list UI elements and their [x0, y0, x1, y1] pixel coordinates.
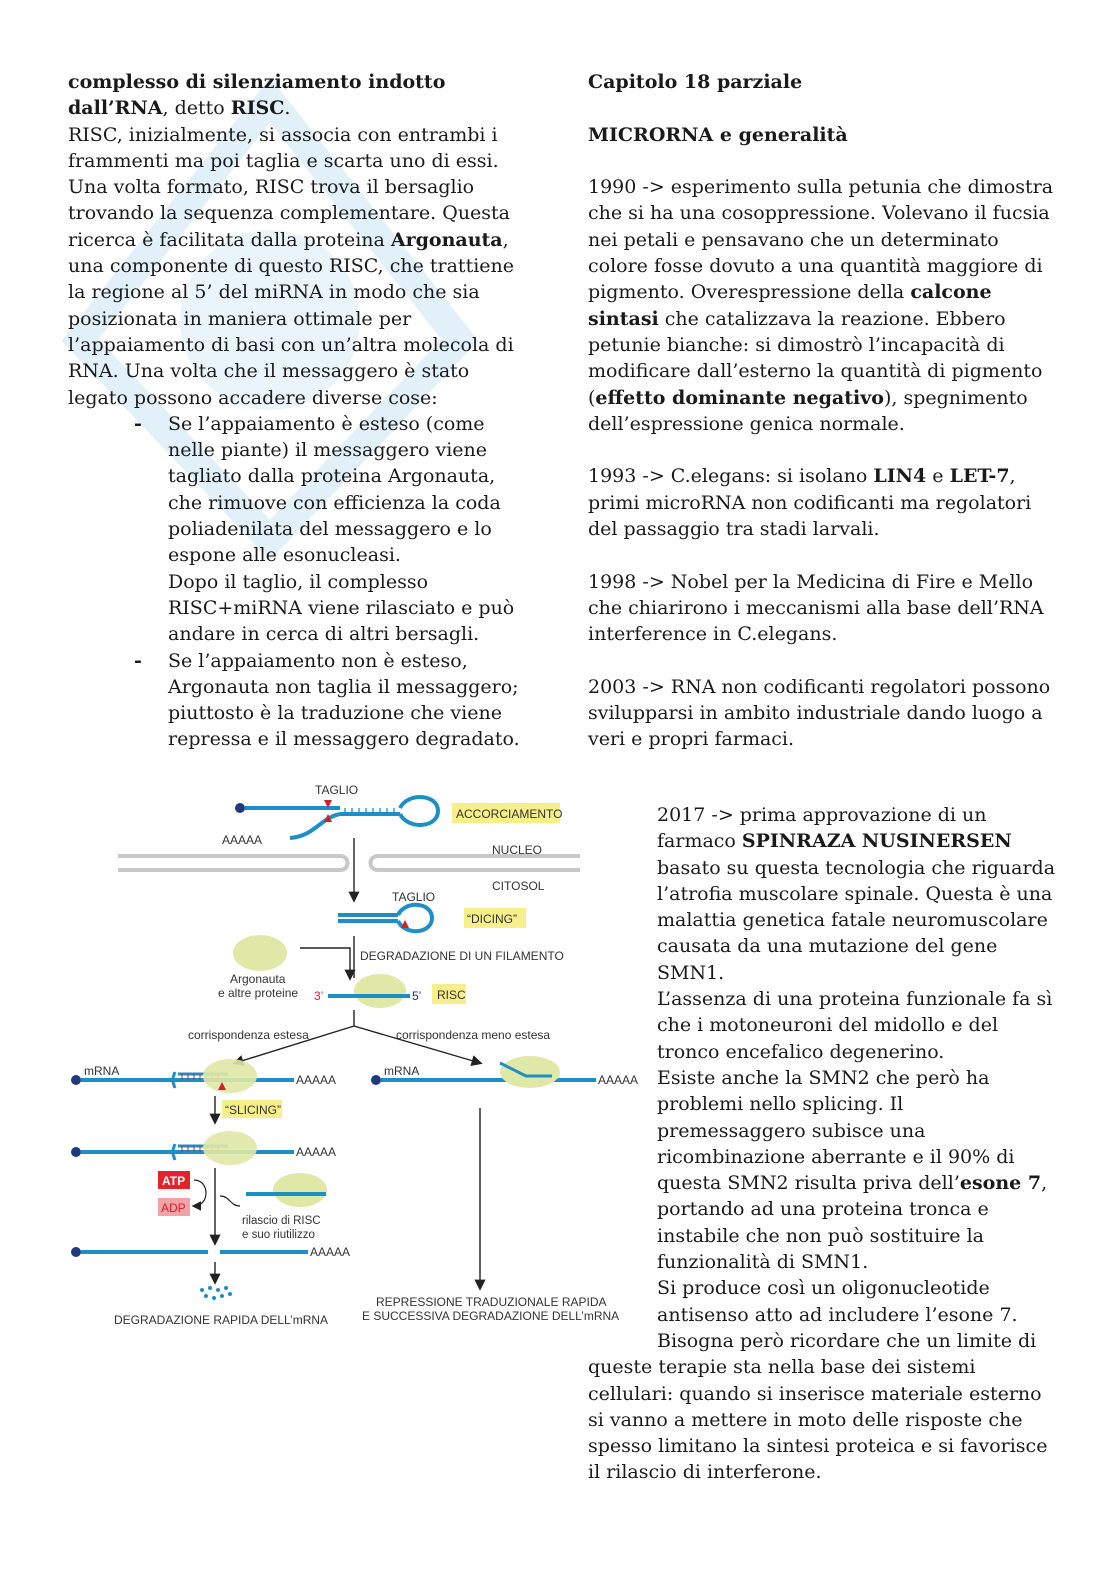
paragraph-1990: 1990 -> esperimento sulla petunia che dimostra che si ha una cosoppressione. Volevano il fucsia nei petali e pensavano che un determinato colore fosse dovuto a una quantità maggiore di pigmento. Overespressione della calcone sintasi che catalizzava la reazione. Ebbero petunie bianche: si dimostrò l’incapacità di modificare dall’esterno la quantità di pigmento (effetto dominante negativo), spegnimento dell’espressione genica normale.	[588, 176, 1054, 435]
label-nucleo: NUCLEO	[492, 843, 543, 857]
label-repressione-2: E SUCCESSIVA DEGRADAZIONE DELL’mRNA	[362, 1309, 620, 1323]
pre-mirna-hairpin	[338, 905, 432, 931]
pri-mirna-hairpin	[235, 797, 438, 838]
arrow-merge	[300, 948, 350, 978]
nuclear-membrane	[118, 856, 580, 870]
label-rilascio-2: e suo riutilizzo	[242, 1229, 315, 1241]
label-atp: ATP	[162, 1174, 186, 1188]
risc-complex	[203, 1131, 257, 1165]
label-corr-estesa: corrispondenza estesa	[188, 1028, 309, 1042]
label-citosol: CITOSOL	[492, 879, 545, 893]
label-taglio-1: TAGLIO	[315, 783, 359, 797]
label-aaaaa-top: AAAAA	[222, 833, 263, 847]
dash-marker: -	[134, 412, 142, 435]
label-dicing: “DICING”	[467, 912, 517, 926]
label-slicing: “SLICING”	[225, 1103, 282, 1117]
label-mrna-right: mRNA	[384, 1064, 420, 1078]
released-risc	[273, 1173, 327, 1207]
right-indented-block	[657, 802, 1057, 1328]
argonauta-protein	[233, 935, 287, 971]
chapter-title: Capitolo 18 parziale	[588, 71, 803, 93]
arrow-release	[220, 1196, 240, 1206]
label-altre-proteine: e altre proteine	[218, 986, 299, 1000]
label-risc: RISC	[437, 988, 466, 1002]
right-bottom-block	[588, 1328, 1058, 1486]
left-intro: complesso di silenziamento indotto dall’RNA, detto RISC.	[68, 71, 446, 120]
left-risc-paragraph: RISC, inizialmente, si associa con entrambi i frammenti ma poi taglia e scarta uno di essi. Una volta formato, RISC trova il bersaglio trovando la sequenza complementare. Questa ricerca è facilitata dalla proteina Argonauta, una componente di questo RISC, che trattiene la regione al 5’ del miRNA in modo che sia posizionata in maniera ottimale per l’appaiamento di basi con un’altra molecola di RNA. Una volta che il messaggero è stato legato possono accadere diverse cose:	[68, 123, 515, 409]
label-aaaaa-3: AAAAA	[310, 1245, 351, 1259]
label-mrna-left: mRNA	[84, 1064, 120, 1078]
paragraph-1993: 1993 -> C.elegans: si isolano LIN4 e LET-7, primi microRNA non codificanti ma regolatori del passaggio tra stadi larvali.	[588, 465, 1032, 541]
paragraph-limite: Bisogna però ricordare che un limite di queste terapie sta nella base dei sistemi cellulari: quando si inserisce materiale esterno si vanno a mettere in moto delle risposte che spesso limitano la sintesi proteica e si favorisce il rilascio di interferone.	[588, 1330, 1048, 1484]
paragraph-assenza: L’assenza di una proteina funzionale fa sì che i motoneuroni del midollo e del tronco encefalico degenerino.	[657, 988, 1053, 1063]
degraded-nucleotides-icon	[200, 1286, 232, 1300]
paragraph-smn2: Esiste anche la SMN2 che però ha problemi nello splicing. Il premessaggero subisce una ricombinazione aberrante e il 90% di questa SMN2 risulta priva dell’esone 7, portando ad una proteina tronca e instabile che non può sostituire la funzionalità di SMN1.	[657, 1066, 1048, 1274]
paragraph-oligo: Si produce così un oligonucleotide antisenso atto ad includere l’esone 7.	[657, 1277, 1018, 1326]
left-column	[68, 69, 528, 753]
list-item: - Se l’appaiamento è esteso (come nelle piante) il messaggero viene tagliato dalla proteina Argonauta, che rimuove con efficienza la coda poliadenilata del messaggero e lo espone alle esonucleasi. Dopo il taglio, il complesso RISC+miRNA viene rilasciato e può andare in cerca di altri bersagli.	[134, 412, 515, 646]
list-item: - Se l’appaiamento non è esteso, Argonauta non taglia il messaggero; piuttosto è la traduzione che viene repressa e il messaggero degradato.	[134, 649, 520, 751]
label-accorciamento: ACCORCIAMENTO	[456, 807, 563, 821]
risc-complex	[500, 1056, 560, 1088]
label-corr-meno: corrispondenza meno estesa	[396, 1028, 551, 1042]
label-rilascio-1: rilascio di RISC	[242, 1215, 321, 1227]
rnai-pathway-figure	[60, 778, 650, 1338]
section-title: MICRORNA e generalità	[588, 123, 848, 146]
label-taglio-2: TAGLIO	[392, 890, 436, 904]
label-5prime: 5’	[412, 989, 422, 1003]
label-3prime: 3’	[314, 989, 324, 1003]
label-aaaaa-left: AAAAA	[296, 1073, 337, 1087]
risc-complex	[203, 1059, 257, 1093]
paragraph-2017: 2017 -> prima approvazione di un farmaco SPINRAZA NUSINERSEN basato su questa tecnologia che riguarda l’atrofia muscolare spinale. Questa è una malattia genetica fatale neuromuscolare causata da una mutazione del gene SMN1.	[657, 804, 1056, 984]
outcome-list	[68, 411, 528, 753]
paragraph-1998: 1998 -> Nobel per la Medicina di Fire e Mello che chiarirono i meccanismi alla base dell’RNA interference in C.elegans.	[588, 570, 1044, 646]
arrow-curve	[194, 1180, 206, 1206]
paragraph-2003: 2003 -> RNA non codificanti regolatori possono svilupparsi in ambito industriale dando luogo a veri e propri farmaci.	[588, 675, 1051, 751]
risc-complex	[354, 974, 406, 1008]
label-degradazione-rapida: DEGRADAZIONE RAPIDA DELL’mRNA	[114, 1313, 329, 1327]
label-repressione-1: REPRESSIONE TRADUZIONALE RAPIDA	[376, 1295, 607, 1309]
label-degradazione-filamento: DEGRADAZIONE DI UN FILAMENTO	[360, 949, 564, 963]
label-argonauta: Argonauta	[230, 972, 286, 986]
label-adp: ADP	[161, 1201, 186, 1215]
label-aaaaa-right: AAAAA	[598, 1073, 639, 1087]
label-aaaaa-2: AAAAA	[296, 1145, 337, 1159]
dash-marker: -	[134, 649, 142, 672]
right-column	[588, 69, 1058, 753]
